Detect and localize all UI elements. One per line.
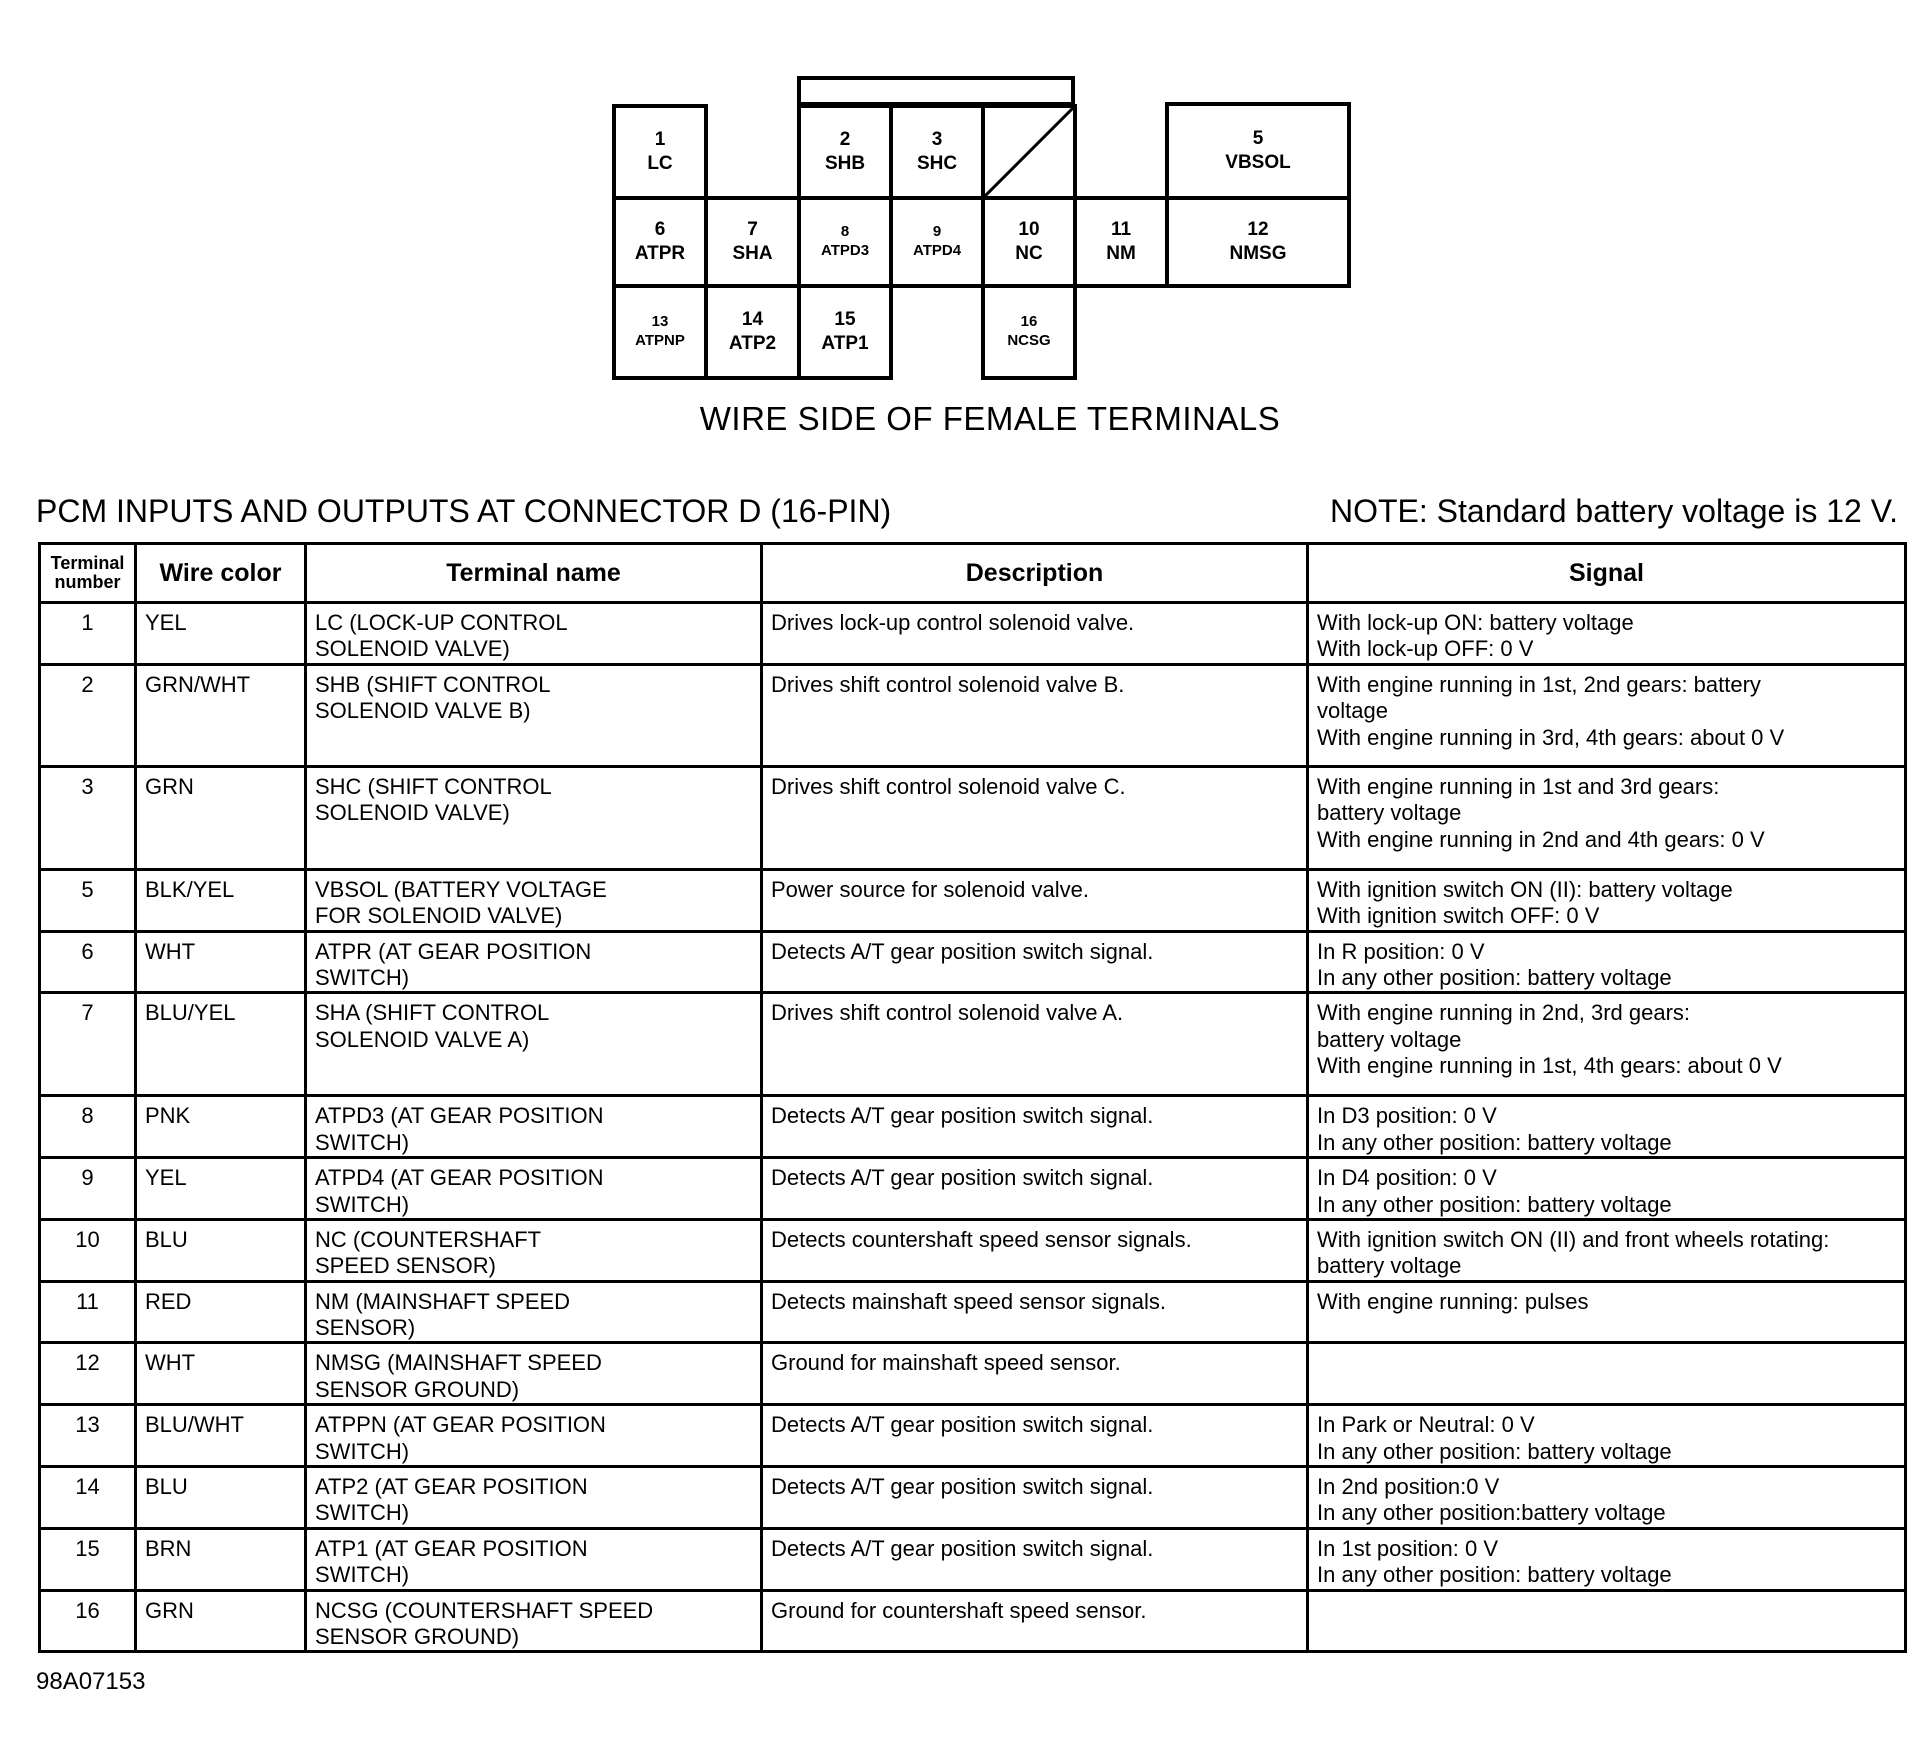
terminal-name-cell bbox=[306, 869, 762, 931]
header-wire-color: Wire color bbox=[136, 544, 306, 603]
terminal-number: 6 bbox=[654, 219, 666, 241]
connector-diagram bbox=[0, 0, 1932, 400]
wire-color-cell: GRN bbox=[136, 766, 306, 869]
terminal-name-cell bbox=[306, 1281, 762, 1343]
terminal-name-cell bbox=[306, 1096, 762, 1158]
terminal-name-cell bbox=[306, 766, 762, 869]
terminal-name-cell bbox=[306, 1219, 762, 1281]
terminal-name-line: SWITCH) bbox=[315, 964, 410, 990]
table-row bbox=[40, 931, 1906, 993]
terminal-6 bbox=[612, 196, 708, 288]
wire-color-cell: WHT bbox=[136, 931, 306, 993]
terminal-name-cell bbox=[306, 1343, 762, 1405]
connector-latch bbox=[797, 76, 1075, 106]
terminal-number-cell: 5 bbox=[40, 869, 136, 931]
terminal-name-line: ATPD3 (AT GEAR POSITION bbox=[315, 1103, 604, 1129]
table-row bbox=[40, 1158, 1906, 1220]
terminal-name-line: SHC (SHIFT CONTROL bbox=[315, 773, 552, 799]
terminal-number: 10 bbox=[1018, 219, 1040, 241]
terminal-number: 5 bbox=[1252, 128, 1264, 150]
signal-line: In any other position: battery voltage bbox=[1317, 1129, 1672, 1155]
terminal-label: ATPR bbox=[634, 243, 686, 264]
terminal-5 bbox=[1165, 102, 1351, 200]
terminal-number: 12 bbox=[1247, 219, 1269, 241]
table-row bbox=[40, 1590, 1906, 1652]
terminal-name-cell bbox=[306, 664, 762, 766]
table-header-row bbox=[40, 544, 1906, 603]
terminal-12 bbox=[1165, 196, 1351, 288]
terminal-label: NCSG bbox=[1007, 332, 1051, 349]
description-cell: Detects A/T gear position switch signal. bbox=[762, 1528, 1308, 1590]
description-cell: Drives shift control solenoid valve A. bbox=[762, 993, 1308, 1096]
wire-color-cell: WHT bbox=[136, 1343, 306, 1405]
terminal-name-line: SWITCH) bbox=[315, 1438, 410, 1464]
signal-cell bbox=[1308, 603, 1906, 665]
signal-line: With engine running: pulses bbox=[1317, 1288, 1589, 1314]
terminal-number: 15 bbox=[834, 309, 856, 331]
terminal-number-cell: 10 bbox=[40, 1219, 136, 1281]
table-row bbox=[40, 869, 1906, 931]
terminal-name-line: ATPR (AT GEAR POSITION bbox=[315, 938, 592, 964]
terminal-number-cell: 3 bbox=[40, 766, 136, 869]
terminal-name-line: NCSG (COUNTERSHAFT SPEED bbox=[315, 1597, 654, 1623]
signal-line: battery voltage bbox=[1317, 800, 1462, 826]
signal-cell bbox=[1308, 869, 1906, 931]
description-cell: Power source for solenoid valve. bbox=[762, 869, 1308, 931]
wire-color-cell: GRN bbox=[136, 1590, 306, 1652]
terminal-label: NM bbox=[1106, 243, 1136, 264]
terminal-name-line: NMSG (MAINSHAFT SPEED bbox=[315, 1350, 602, 1376]
terminal-number-cell: 1 bbox=[40, 603, 136, 665]
table-row bbox=[40, 1528, 1906, 1590]
terminal-4-plugged bbox=[981, 104, 1077, 200]
terminal-name-cell bbox=[306, 603, 762, 665]
table-row bbox=[40, 1281, 1906, 1343]
terminal-name-line: SOLENOID VALVE) bbox=[315, 800, 510, 826]
signal-cell bbox=[1308, 1467, 1906, 1529]
terminal-name-line: SWITCH) bbox=[315, 1191, 410, 1217]
wire-color-cell: BLK/YEL bbox=[136, 869, 306, 931]
wire-color-cell: BLU/YEL bbox=[136, 993, 306, 1096]
terminal-3 bbox=[889, 104, 985, 200]
terminal-name-line: SHB (SHIFT CONTROL bbox=[315, 671, 551, 697]
terminal-8 bbox=[797, 196, 893, 288]
terminal-name-line: SWITCH) bbox=[315, 1500, 410, 1526]
description-cell: Detects A/T gear position switch signal. bbox=[762, 1405, 1308, 1467]
terminal-label: ATP1 bbox=[821, 333, 869, 354]
terminal-name-line: SOLENOID VALVE) bbox=[315, 636, 510, 662]
terminal-name-line: ATPD4 (AT GEAR POSITION bbox=[315, 1165, 604, 1191]
signal-line: With lock-up ON: battery voltage bbox=[1317, 610, 1634, 635]
pin-table bbox=[38, 542, 1907, 1653]
signal-cell bbox=[1308, 1343, 1906, 1405]
terminal-number-cell: 12 bbox=[40, 1343, 136, 1405]
terminal-number-cell: 11 bbox=[40, 1281, 136, 1343]
signal-line: With lock-up OFF: 0 V bbox=[1317, 636, 1534, 662]
signal-line: In R position: 0 V bbox=[1317, 938, 1485, 964]
description-cell: Detects A/T gear position switch signal. bbox=[762, 931, 1308, 993]
description-cell: Detects mainshaft speed sensor signals. bbox=[762, 1281, 1308, 1343]
terminal-name-line: ATPPN (AT GEAR POSITION bbox=[315, 1412, 606, 1438]
table-row bbox=[40, 993, 1906, 1096]
terminal-name-line: SWITCH) bbox=[315, 1562, 410, 1588]
wire-color-cell: PNK bbox=[136, 1096, 306, 1158]
terminal-name-line: LC (LOCK-UP CONTROL bbox=[315, 610, 568, 635]
terminal-name-line: SENSOR GROUND) bbox=[315, 1376, 520, 1402]
terminal-name-cell bbox=[306, 1467, 762, 1529]
wire-color-cell: BLU bbox=[136, 1467, 306, 1529]
wire-color-cell: GRN/WHT bbox=[136, 664, 306, 766]
description-cell: Drives shift control solenoid valve C. bbox=[762, 766, 1308, 869]
terminal-label: SHB bbox=[824, 153, 866, 174]
description-cell: Drives lock-up control solenoid valve. bbox=[762, 603, 1308, 665]
signal-cell bbox=[1308, 1528, 1906, 1590]
terminal-2 bbox=[797, 104, 893, 200]
terminal-label: ATP2 bbox=[728, 333, 777, 354]
signal-line: With engine running in 3rd, 4th gears: about 0 V bbox=[1317, 724, 1785, 750]
terminal-10 bbox=[981, 196, 1077, 288]
signal-line: In any other position: battery voltage bbox=[1317, 1562, 1672, 1588]
figure-code: 98A07153 bbox=[36, 1668, 146, 1695]
terminal-name-line: SENSOR GROUND) bbox=[315, 1623, 520, 1649]
terminal-name-line: SHA (SHIFT CONTROL bbox=[315, 1000, 550, 1026]
terminal-number-cell: 9 bbox=[40, 1158, 136, 1220]
signal-line: With engine running in 2nd, 3rd gears: bbox=[1317, 1000, 1691, 1026]
terminal-name-line: SENSOR) bbox=[315, 1315, 416, 1341]
terminal-name-line: ATP1 (AT GEAR POSITION bbox=[315, 1535, 588, 1561]
signal-cell bbox=[1308, 766, 1906, 869]
terminal-number: 7 bbox=[747, 219, 758, 241]
header-terminal-number-line1: Terminal bbox=[50, 553, 125, 574]
signal-line: In any other position:battery voltage bbox=[1317, 1500, 1666, 1526]
signal-cell bbox=[1308, 1158, 1906, 1220]
header-description: Description bbox=[762, 544, 1308, 603]
terminal-number: 1 bbox=[654, 129, 666, 151]
plugged-cavity-icon bbox=[985, 108, 1073, 196]
table-row bbox=[40, 1219, 1906, 1281]
signal-line: With engine running in 1st, 2nd gears: battery bbox=[1317, 671, 1761, 697]
terminal-label: SHC bbox=[916, 153, 958, 174]
signal-line: voltage bbox=[1317, 698, 1388, 724]
signal-cell bbox=[1308, 664, 1906, 766]
terminal-name-line: ATP2 (AT GEAR POSITION bbox=[315, 1474, 588, 1500]
table-row bbox=[40, 1405, 1906, 1467]
table-body bbox=[40, 603, 1906, 1652]
terminal-name-cell bbox=[306, 1158, 762, 1220]
table-row bbox=[40, 664, 1906, 766]
header-terminal-number bbox=[40, 544, 136, 603]
signal-cell bbox=[1308, 1096, 1906, 1158]
signal-line: With engine running in 2nd and 4th gears: 0 V bbox=[1317, 826, 1765, 852]
signal-line: With engine running in 1st and 3rd gears: bbox=[1317, 773, 1720, 799]
terminal-number: 2 bbox=[839, 129, 851, 151]
terminal-name-line: NM (MAINSHAFT SPEED bbox=[315, 1288, 571, 1314]
terminal-name-line: SWITCH) bbox=[315, 1129, 410, 1155]
table-row bbox=[40, 603, 1906, 665]
signal-line: In any other position: battery voltage bbox=[1317, 1438, 1672, 1464]
terminal-number: 11 bbox=[1110, 219, 1132, 241]
table-row bbox=[40, 1096, 1906, 1158]
terminal-name-line: SPEED SENSOR) bbox=[315, 1253, 496, 1279]
terminal-number: 9 bbox=[932, 223, 942, 241]
table-title: PCM INPUTS AND OUTPUTS AT CONNECTOR D (16-PIN) bbox=[36, 493, 892, 529]
terminal-number: 14 bbox=[741, 309, 764, 331]
terminal-label: ATPD4 bbox=[912, 242, 962, 259]
terminal-number: 13 bbox=[651, 313, 669, 331]
table-row bbox=[40, 766, 1906, 869]
terminal-14 bbox=[704, 284, 801, 380]
terminal-number-cell: 7 bbox=[40, 993, 136, 1096]
header-signal: Signal bbox=[1308, 544, 1906, 603]
signal-line: In 2nd position:0 V bbox=[1317, 1474, 1500, 1500]
description-cell: Detects A/T gear position switch signal. bbox=[762, 1158, 1308, 1220]
terminal-number-cell: 13 bbox=[40, 1405, 136, 1467]
description-cell: Ground for countershaft speed sensor. bbox=[762, 1590, 1308, 1652]
signal-line: battery voltage bbox=[1317, 1253, 1462, 1279]
description-cell: Detects A/T gear position switch signal. bbox=[762, 1467, 1308, 1529]
description-cell: Detects A/T gear position switch signal. bbox=[762, 1096, 1308, 1158]
description-cell: Ground for mainshaft speed sensor. bbox=[762, 1343, 1308, 1405]
signal-line: With engine running in 1st, 4th gears: about 0 V bbox=[1317, 1053, 1782, 1079]
wire-color-cell: YEL bbox=[136, 603, 306, 665]
signal-cell bbox=[1308, 993, 1906, 1096]
signal-line: In 1st position: 0 V bbox=[1317, 1535, 1498, 1561]
terminal-name-cell bbox=[306, 931, 762, 993]
terminal-9 bbox=[889, 196, 985, 288]
terminal-label: NMSG bbox=[1229, 243, 1287, 264]
signal-line: In Park or Neutral: 0 V bbox=[1317, 1412, 1535, 1438]
wire-color-cell: YEL bbox=[136, 1158, 306, 1220]
signal-cell bbox=[1308, 1281, 1906, 1343]
terminal-1 bbox=[612, 104, 708, 200]
terminal-number: 8 bbox=[840, 223, 850, 241]
terminal-number-cell: 16 bbox=[40, 1590, 136, 1652]
description-cell: Detects countershaft speed sensor signals. bbox=[762, 1219, 1308, 1281]
signal-line: battery voltage bbox=[1317, 1026, 1462, 1052]
terminal-number-cell: 2 bbox=[40, 664, 136, 766]
header-terminal-number-line2: number bbox=[54, 572, 121, 592]
terminal-label: NC bbox=[1015, 243, 1043, 264]
signal-cell bbox=[1308, 931, 1906, 993]
signal-line: With ignition switch OFF: 0 V bbox=[1317, 903, 1600, 929]
header-terminal-name: Terminal name bbox=[306, 544, 762, 603]
battery-note: NOTE: Standard battery voltage is 12 V. bbox=[1329, 493, 1898, 529]
terminal-name-line: NC (COUNTERSHAFT bbox=[315, 1226, 542, 1252]
signal-line: With ignition switch ON (II): battery voltage bbox=[1317, 876, 1733, 902]
signal-line: In D4 position: 0 V bbox=[1317, 1165, 1497, 1191]
terminal-number-cell: 15 bbox=[40, 1528, 136, 1590]
terminal-label: ATPD3 bbox=[820, 242, 870, 259]
terminal-label: SHA bbox=[732, 243, 773, 264]
wire-color-cell: BLU bbox=[136, 1219, 306, 1281]
terminal-15 bbox=[797, 284, 893, 380]
table-row bbox=[40, 1467, 1906, 1529]
terminal-name-line: SOLENOID VALVE A) bbox=[315, 1026, 530, 1052]
terminal-name-cell bbox=[306, 993, 762, 1096]
terminal-16 bbox=[981, 284, 1077, 380]
terminal-label: ATPNP bbox=[635, 332, 685, 349]
terminal-number: 3 bbox=[931, 129, 943, 151]
wire-color-cell: RED bbox=[136, 1281, 306, 1343]
terminal-name-line: VBSOL (BATTERY VOLTAGE bbox=[315, 876, 607, 902]
terminal-7 bbox=[704, 196, 801, 288]
signal-cell bbox=[1308, 1219, 1906, 1281]
terminal-label: LC bbox=[647, 153, 673, 174]
terminal-number-cell: 14 bbox=[40, 1467, 136, 1529]
connector-caption: WIRE SIDE OF FEMALE TERMINALS bbox=[699, 400, 1281, 437]
signal-line: In any other position: battery voltage bbox=[1317, 1191, 1672, 1217]
signal-line: In any other position: battery voltage bbox=[1317, 964, 1672, 990]
terminal-number-cell: 6 bbox=[40, 931, 136, 993]
signal-cell bbox=[1308, 1405, 1906, 1467]
description-cell: Drives shift control solenoid valve B. bbox=[762, 664, 1308, 766]
signal-line: In D3 position: 0 V bbox=[1317, 1103, 1497, 1129]
terminal-name-line: FOR SOLENOID VALVE) bbox=[315, 903, 563, 929]
terminal-name-cell bbox=[306, 1528, 762, 1590]
wire-color-cell: BLU/WHT bbox=[136, 1405, 306, 1467]
signal-cell bbox=[1308, 1590, 1906, 1652]
wire-color-cell: BRN bbox=[136, 1528, 306, 1590]
table-row bbox=[40, 1343, 1906, 1405]
terminal-13 bbox=[612, 284, 708, 380]
terminal-11 bbox=[1073, 196, 1169, 288]
terminal-number-cell: 8 bbox=[40, 1096, 136, 1158]
terminal-name-line: SOLENOID VALVE B) bbox=[315, 698, 531, 724]
terminal-name-cell bbox=[306, 1405, 762, 1467]
terminal-number: 16 bbox=[1020, 313, 1038, 331]
terminal-name-cell bbox=[306, 1590, 762, 1652]
terminal-label: VBSOL bbox=[1225, 152, 1291, 173]
signal-line: With ignition switch ON (II) and front wheels rotating: bbox=[1317, 1226, 1830, 1252]
